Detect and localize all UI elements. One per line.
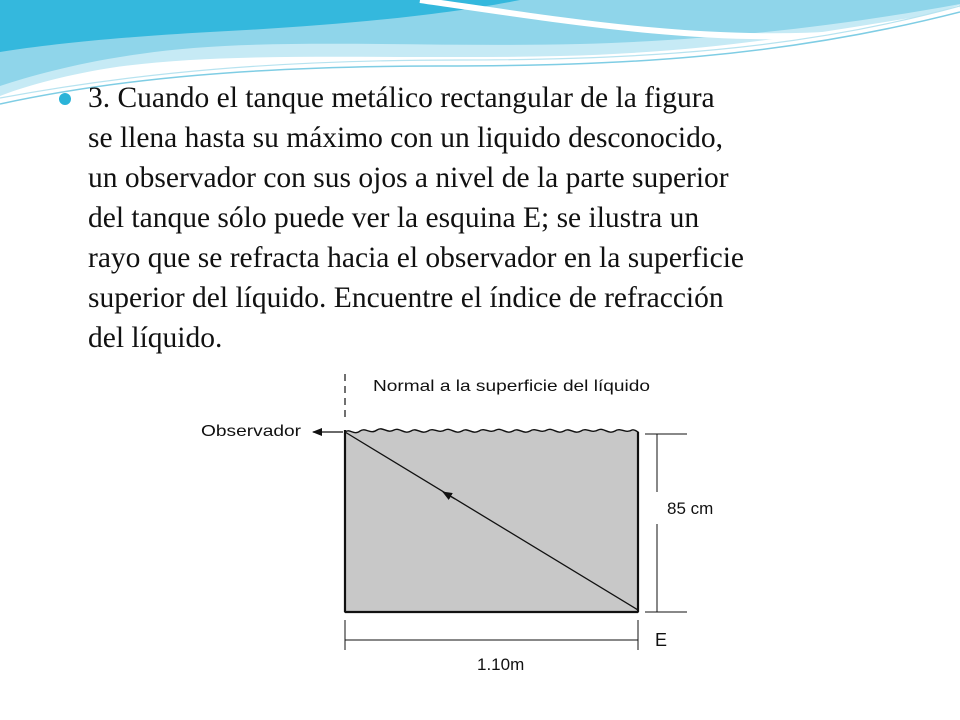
height-label: 85 cm bbox=[667, 499, 714, 518]
bullet-point bbox=[59, 93, 71, 105]
corner-label-e: E bbox=[655, 630, 668, 650]
width-label: 1.10m bbox=[477, 655, 525, 674]
problem-statement bbox=[88, 78, 938, 358]
problem-line: del líquido. bbox=[88, 322, 223, 354]
normal-label: Normal a la superficie del líquido bbox=[373, 378, 651, 395]
observer-label: Observador bbox=[201, 423, 302, 440]
problem-line: 3. Cuando el tanque metálico rectangular de la figura bbox=[88, 82, 715, 114]
problem-line: se llena hasta su máximo con un liquido desconocido, bbox=[88, 122, 723, 154]
problem-line: un observador con sus ojos a nivel de la parte superior bbox=[88, 162, 729, 194]
tank-figure bbox=[193, 372, 730, 682]
problem-line: superior del líquido. Encuentre el índice de refracción bbox=[88, 282, 724, 314]
problem-line: rayo que se refracta hacia el observador en la superficie bbox=[88, 242, 745, 274]
problem-line: del tanque sólo puede ver la esquina E; se ilustra un bbox=[88, 202, 700, 234]
